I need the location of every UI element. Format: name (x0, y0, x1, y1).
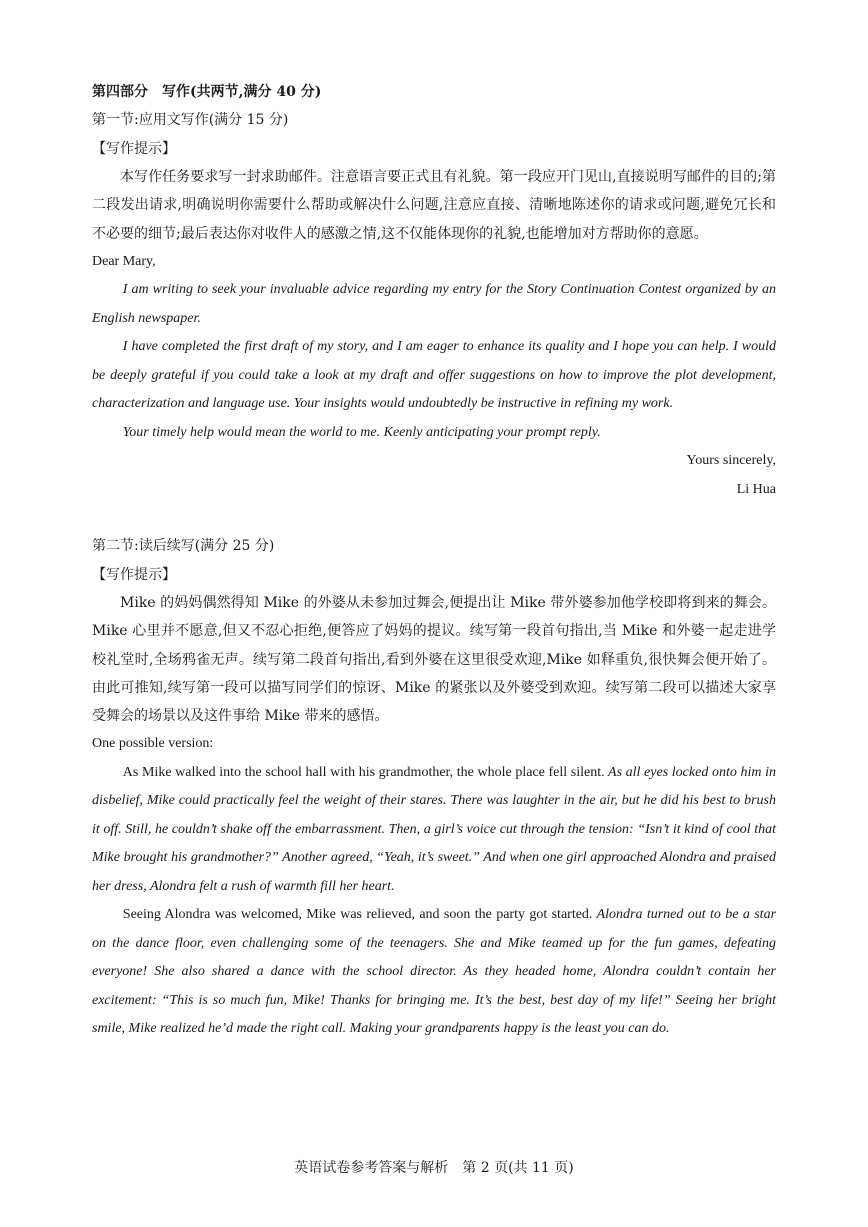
section1-tip-text: 本写作任务要求写一封求助邮件。注意语言要正式且有礼貌。第一段应开门见山,直接说明写邮件的目的;第二段发出请求,明确说明你需要什么帮助或解决什么问题,注意应直接、清晰地陈述你的请求或问题,避免冗长和不必要的细节;最后表达你对收件人的感激之情,这不仅能体现你的礼貌,也能增加对方帮助你的意愿。 (92, 169, 776, 242)
document-page (92, 78, 776, 1044)
section2-title: 第二节:读后续写(满分 25 分) (92, 538, 275, 555)
letter-paragraph-3: Your timely help would mean the world to me. Keenly anticipating your prompt reply. (122, 424, 601, 440)
section1-tip-label: 【写作提示】 (92, 140, 176, 157)
version-label: One possible version: (92, 736, 214, 752)
letter-paragraph-1: I am writing to seek your invaluable advice regarding my entry for the Story Continuation Contest organized by an English newspaper. (92, 282, 776, 326)
section-gap (92, 504, 776, 532)
story-paragraph-2-lead: Seeing Alondra was welcomed, Mike was relieved, and soon the party got started. (122, 907, 593, 923)
section2-tip-label: 【写作提示】 (92, 566, 176, 583)
section1-title: 第一节:应用文写作(满分 15 分) (92, 112, 289, 129)
letter-paragraph-2: I have completed the first draft of my story, and I am eager to enhance its quality and I hope you can help. I would be deeply grateful if you could take a look at my draft and offer suggestions on how to improve the plot development, characterization and language use. Your insights would undoubtedly be instructive in refining my work. (92, 339, 776, 412)
part-title: 第四部分 写作(共两节,满分 40 分) (92, 84, 322, 100)
letter-salutation: Dear Mary, (92, 253, 156, 269)
page-footer: 英语试卷参考答案与解析 第 2 页(共 11 页) (294, 1160, 574, 1176)
letter-closing: Yours sincerely, (686, 453, 776, 469)
story-paragraph-1 (92, 759, 776, 902)
story-paragraph-2-body: Alondra turned out to be a star on the dance floor, even challenging some of the teenagers. She and Mike teamed up for the fun games, defeating everyone! She also shared a dance with the school director. As they headed home, Alondra couldn’t contain her excitement: “This is so much fun, Mike! Thanks for bringing me. It’s the best, best day of my life!” Seeing her bright smile, Mike realized he’d made the right call. Making your grandparents happy is the least you can do. (92, 907, 777, 1037)
story-paragraph-1-lead: As Mike walked into the school hall with his grandmother, the whole place fell silent. (122, 764, 605, 780)
section2-tip-text: Mike 的妈妈偶然得知 Mike 的外婆从未参加过舞会,便提出让 Mike 带外婆参加他学校即将到来的舞会。Mike 心里并不愿意,但又不忍心拒绝,便答应了妈妈的提议。续写第一段首句指出,当 Mike 和外婆一起走进学校礼堂时,全场鸦雀无声。续写第二段首句指出,看到外婆在这里很受欢迎,Mike 如释重负,很快舞会便开始了。由此可推知,续写第一段可以描写同学们的惊讶、Mike 的紧张以及外婆受到欢迎。续写第二段可以描述大家享受舞会的场景以及这件事给 Mike 带来的感悟。 (92, 595, 776, 724)
story-paragraph-1-body: As all eyes locked onto him in disbelief, Mike could practically feel the weight of their stares. There was laughter in the air, but he did his best to brush it off. Still, he couldn’t shake off the embarrassment. Then, a girl’s voice cut through the tension: “Isn’t it kind of cool that Mike brought his grandmother?” Another agreed, “Yeah, it’s sweet.” And when one girl approached Alondra and praised her dress, Alondra felt a rush of warmth fill her heart. (92, 764, 776, 894)
letter-signature: Li Hua (736, 481, 776, 497)
story-paragraph-2 (92, 901, 776, 1044)
